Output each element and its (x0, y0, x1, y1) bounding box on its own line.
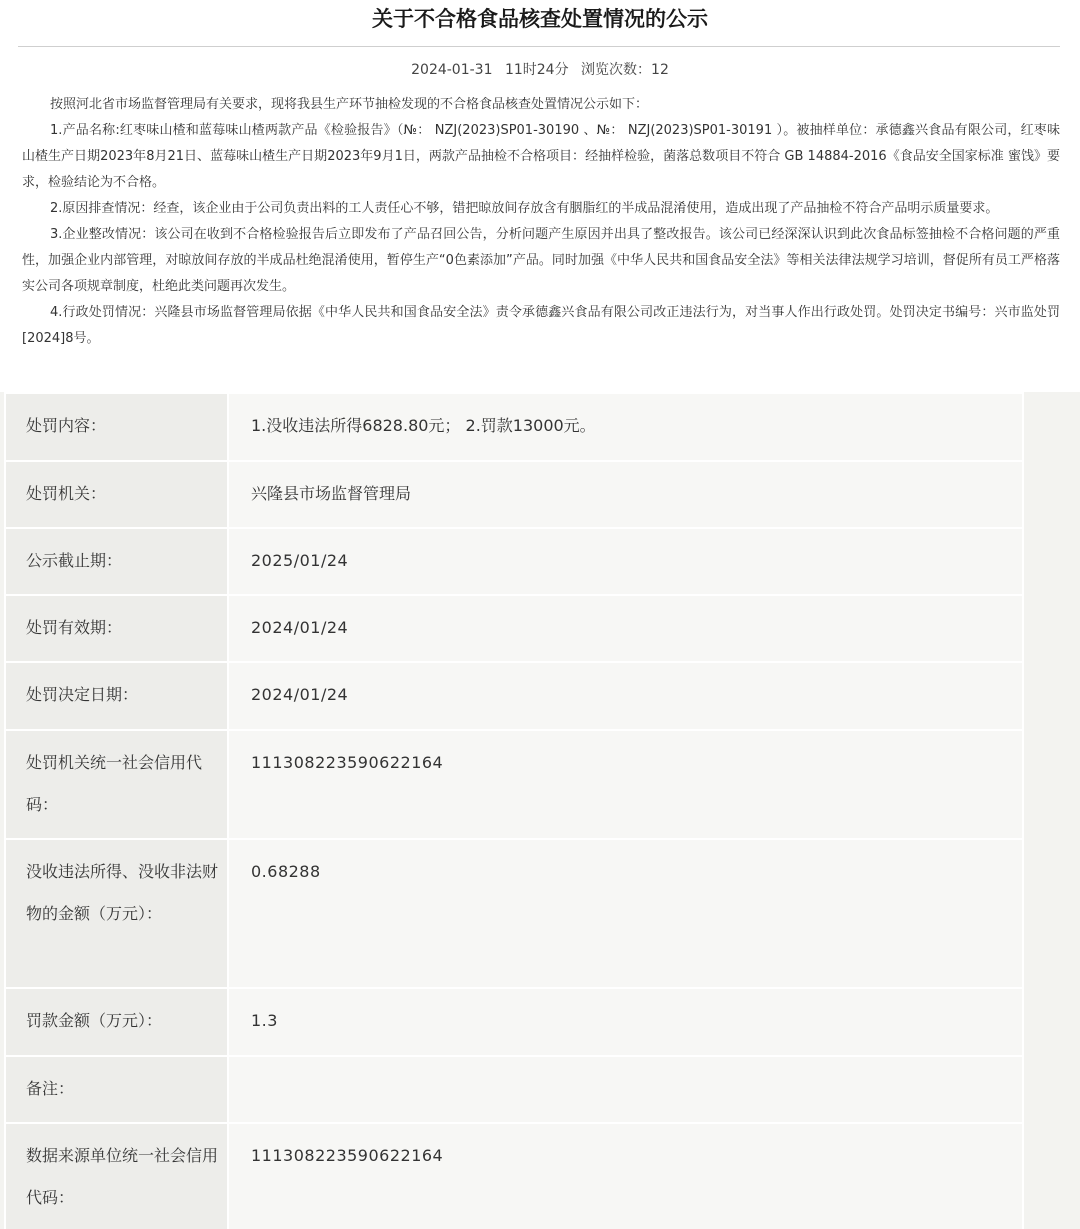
publish-time: 11时24分 (504, 62, 569, 78)
row-label: 数据来源单位统一社会信用代码： (5, 1123, 228, 1229)
row-value: 2024/01/24 (228, 595, 1023, 662)
table-row (5, 1056, 1023, 1123)
row-label: 罚款金额（万元）： (5, 988, 228, 1056)
table-row (5, 662, 1023, 730)
table-row (5, 839, 1023, 988)
title-divider (18, 46, 1060, 47)
row-label: 公示截止期： (5, 528, 228, 595)
penalty-info-panel (0, 392, 1080, 1229)
paragraph-intro: 按照河北省市场监督管理局有关要求，现将我县生产环节抽检发现的不合格食品核查处置情况公示如下： (50, 97, 649, 112)
table-row (5, 595, 1023, 662)
row-value: 0.68288 (228, 839, 1023, 988)
paragraph-cause: 2.原因排查情况：经查，该企业由于公司负责出料的工人责任心不够，错把晾放间存放含有胭脂红的半成品混淆使用，造成出现了产品抽检不符合产品明示质量要求。 (50, 201, 999, 216)
row-label: 处罚内容： (5, 393, 228, 461)
paragraph-penalty: 4.行政处罚情况：兴隆县市场监督管理局依据《中华人民共和国食品安全法》责令承德鑫兴食品有限公司改正违法行为，对当事人作出行政处罚。处罚决定书编号：兴市监处罚[2024]8号。 (22, 305, 1060, 346)
row-label: 处罚决定日期： (5, 662, 228, 730)
table-row (5, 1123, 1023, 1229)
table-row (5, 393, 1023, 461)
row-value: 2025/01/24 (228, 528, 1023, 595)
row-value: 111308223590622164 (228, 1123, 1023, 1229)
article-meta (0, 60, 1080, 80)
page-title: 关于不合格食品核查处置情况的公示 (372, 7, 708, 31)
row-label: 没收违法所得、没收非法财物的金额（万元）： (5, 839, 228, 988)
table-row (5, 988, 1023, 1056)
publish-date: 2024-01-31 (411, 62, 493, 78)
table-row (5, 461, 1023, 528)
table-row (5, 730, 1023, 839)
row-label: 处罚机关： (5, 461, 228, 528)
paragraph-product: 1.产品名称:红枣味山楂和蓝莓味山楂两款产品《检验报告》（№： NZJ(2023)SP01-30190 、№： NZJ(2023)SP01-30191 ）。被抽样单位：承德鑫兴食品有限公司，红枣味山楂生产日期2023年8月21日、蓝莓味山楂生产日期2023年9月1日，两款产品抽检不合格项目：经抽样检验，菌落总数项目不符合 GB 14884-2016《食品安全国家标准 蜜饯》要求，检验结论为不合格。 (22, 123, 1060, 190)
row-value: 2024/01/24 (228, 662, 1023, 730)
row-label: 处罚有效期： (5, 595, 228, 662)
row-label: 备注： (5, 1056, 228, 1123)
row-value: 111308223590622164 (228, 730, 1023, 839)
row-value (228, 1056, 1023, 1123)
article-body (22, 92, 1060, 352)
table-row (5, 528, 1023, 595)
view-count: 浏览次数：12 (581, 62, 669, 78)
row-value: 兴隆县市场监督管理局 (228, 461, 1023, 528)
row-value: 1.没收违法所得6828.80元； 2.罚款13000元。 (228, 393, 1023, 461)
paragraph-rectification: 3.企业整改情况：该公司在收到不合格检验报告后立即发布了产品召回公告，分析问题产生原因并出具了整改报告。该公司已经深深认识到此次食品标签抽检不合格问题的严重性，加强企业内部管理，对晾放间存放的半成品杜绝混淆使用，暂停生产“0色素添加”产品。同时加强《中华人民共和国食品安全法》等相关法律法规学习培训，督促所有员工严格落实公司各项规章制度，杜绝此类问题再次发生。 (22, 227, 1060, 294)
penalty-info-table (4, 392, 1024, 1229)
row-label: 处罚机关统一社会信用代码： (5, 730, 228, 839)
row-value: 1.3 (228, 988, 1023, 1056)
